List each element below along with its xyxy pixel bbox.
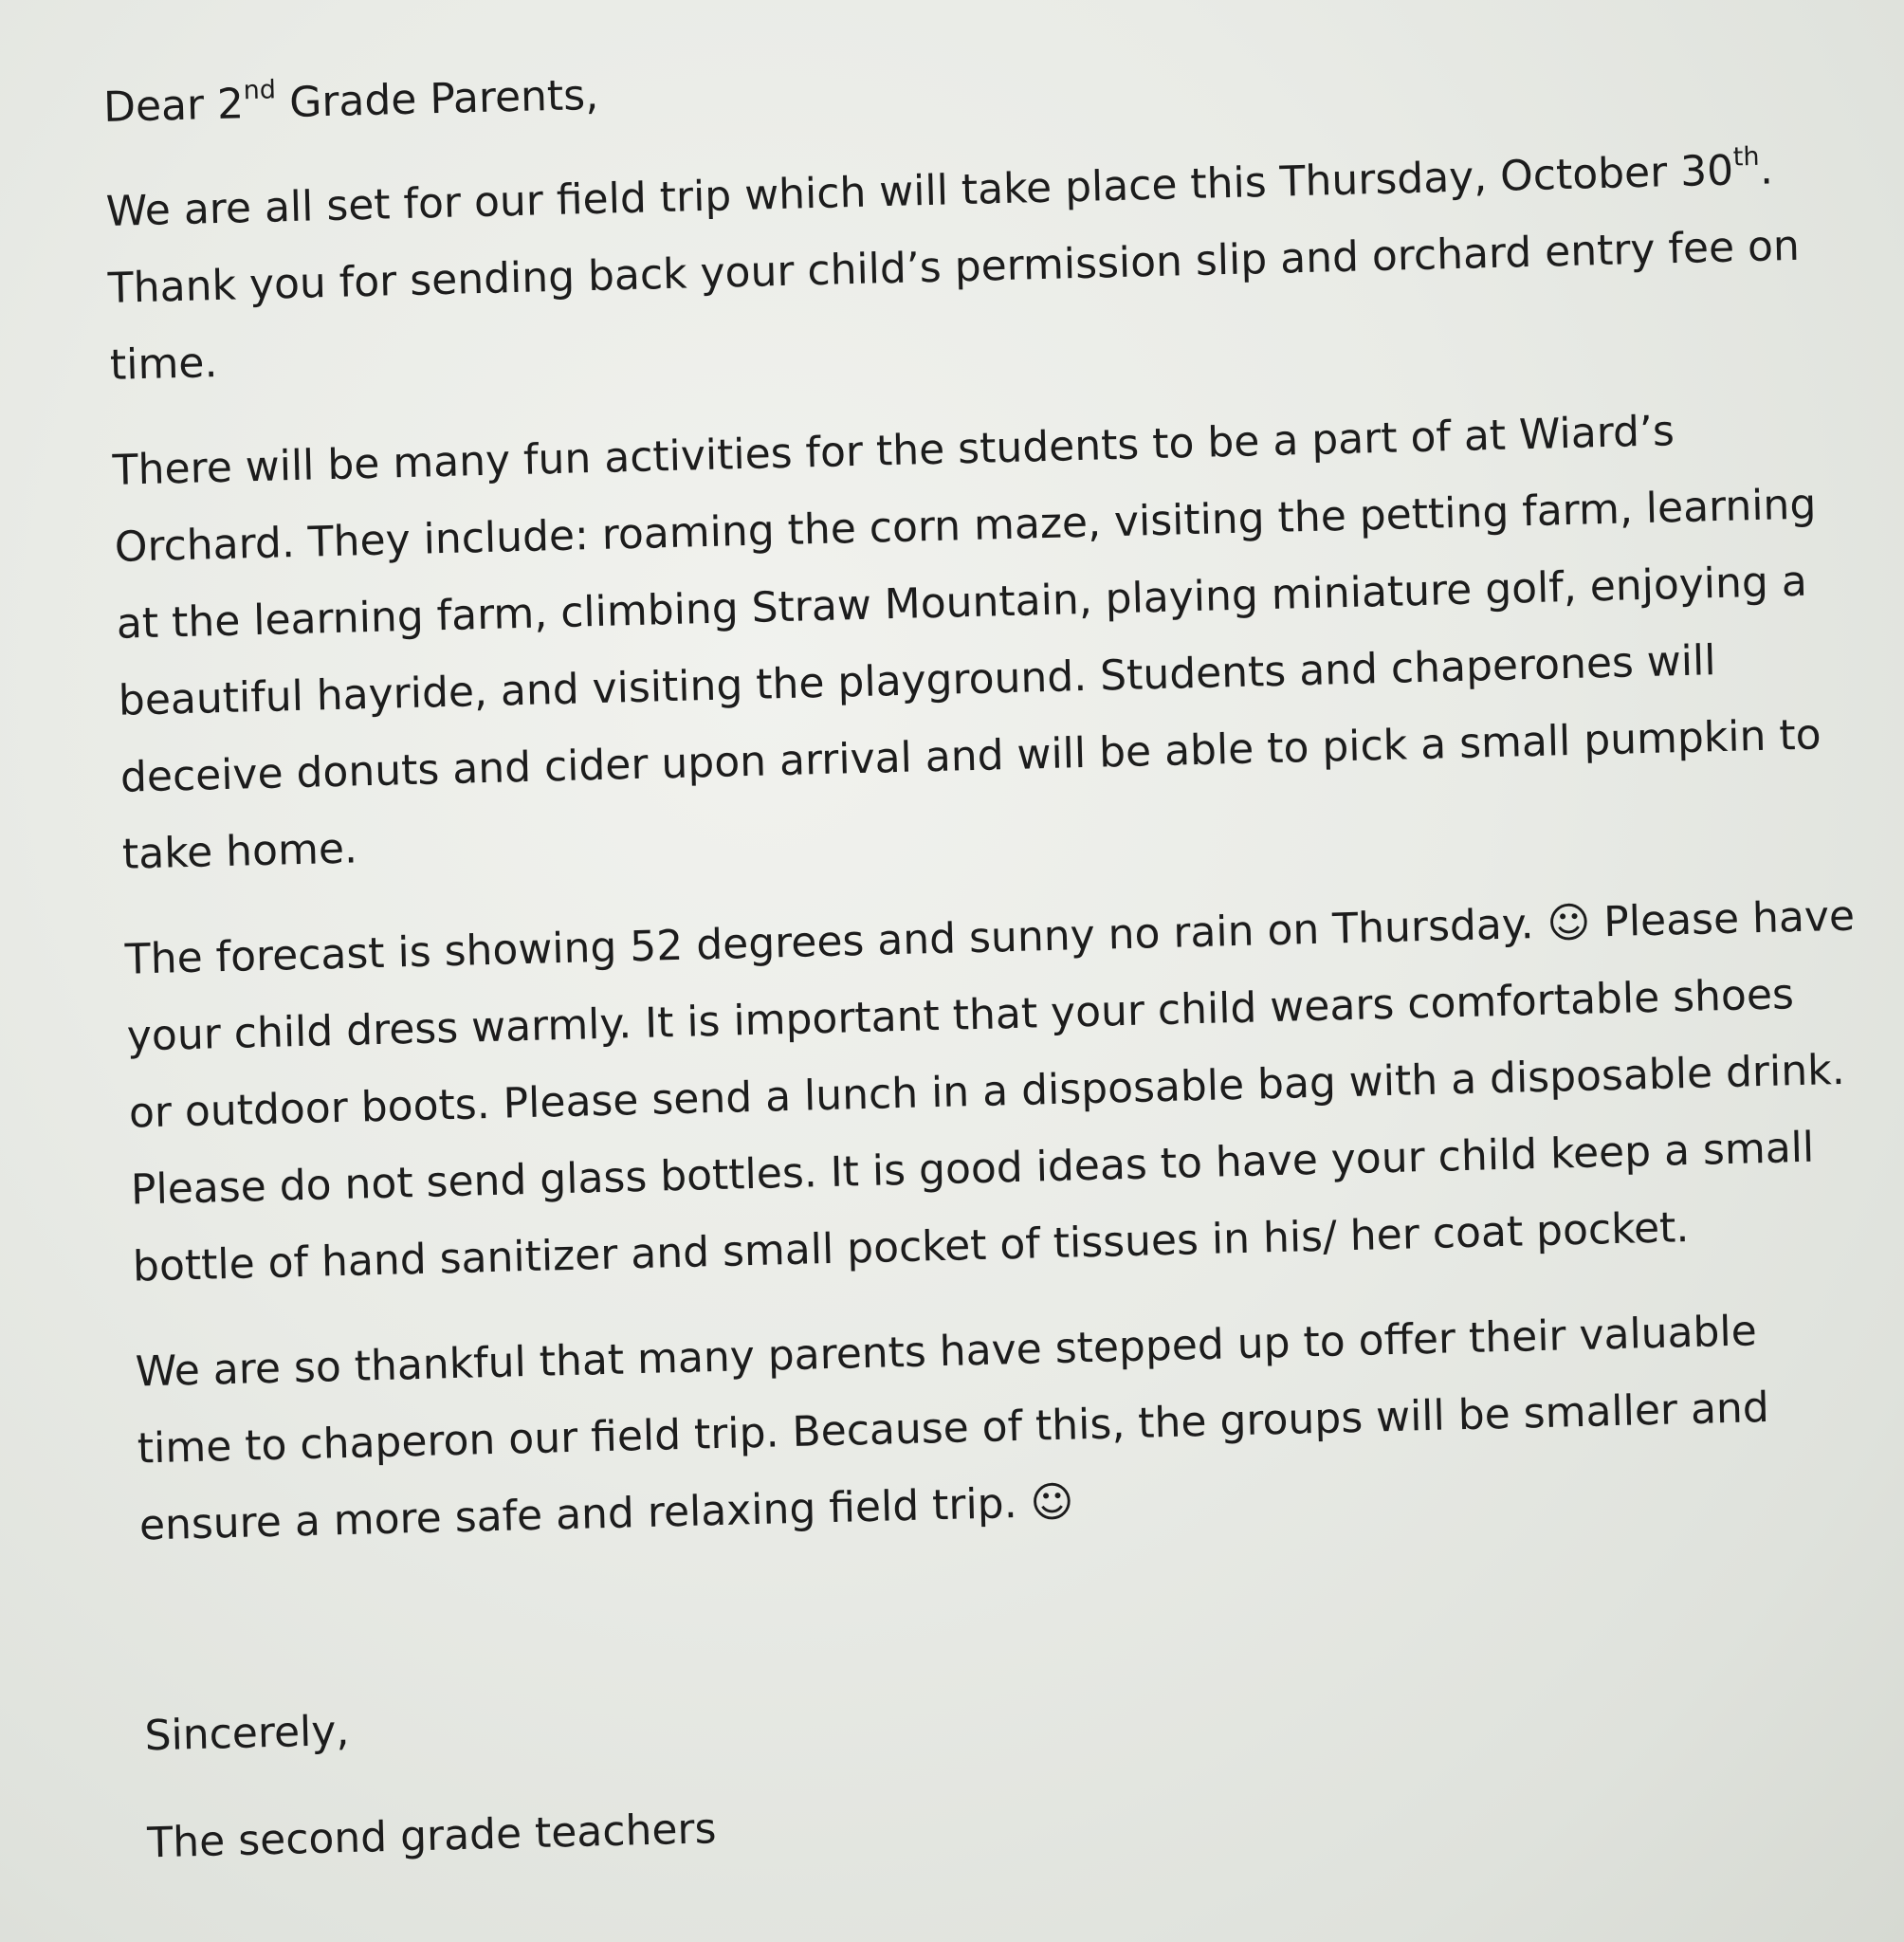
signature: The second grade teachers xyxy=(146,1805,718,1868)
letter-body xyxy=(102,21,1884,1868)
paragraph-line: Please do not send glass bottles. It is good ideas to have your child keep a small xyxy=(130,1123,1815,1215)
paragraph-line: take home. xyxy=(121,824,358,879)
paragraph-1-line-1-end: . xyxy=(1759,145,1774,194)
paragraph-line: There will be many fun activities for the students to be a part of at Wiard’s xyxy=(112,407,1675,495)
paragraph-line: beautiful hayride, and visiting the playground. Students and chaperones will xyxy=(118,636,1717,725)
date-superscript: th xyxy=(1732,141,1760,173)
paragraph-line: bottle of hand sanitizer and small pocket of tissues in his/ her coat pocket. xyxy=(132,1203,1690,1292)
paragraph-line: at the learning farm, climbing Straw Mountain, playing miniature golf, enjoying a xyxy=(116,557,1808,649)
greeting-superscript: nd xyxy=(243,75,277,106)
paragraph-line: ensure a more safe and relaxing field trip. ☺ xyxy=(138,1477,1075,1550)
paragraph-line xyxy=(105,141,1774,236)
greeting xyxy=(102,70,599,132)
paragraph-line: Thank you for sending back your child’s permission slip and orchard entry fee on xyxy=(107,221,1801,313)
paragraph-1-line-1-text: We are all set for our field trip which will take place this Thursday, October 30 xyxy=(105,146,1734,236)
paragraph-line: We are so thankful that many parents have stepped up to offer their valuable xyxy=(135,1307,1758,1397)
paragraph-line: The forecast is showing 52 degrees and sunny no rain on Thursday. ☺ Please have xyxy=(124,891,1856,984)
paragraph-line: deceive donuts and cider upon arrival and will be able to pick a small pumpkin to xyxy=(119,710,1822,802)
paragraph-line: time. xyxy=(109,339,218,390)
greeting-text: Dear 2 xyxy=(102,80,245,132)
greeting-text-end: Grade Parents, xyxy=(275,70,599,128)
paragraph-line: your child dress warmly. It is important that your child wears comfortable shoes xyxy=(126,970,1795,1061)
paragraph-line: Orchard. They include: roaming the corn maze, visiting the petting farm, learning xyxy=(114,480,1817,572)
paragraph-line: time to chaperon our field trip. Because of this, the groups will be smaller and xyxy=(137,1383,1770,1474)
closing: Sincerely, xyxy=(143,1706,350,1761)
paragraph-line: or outdoor boots. Please send a lunch in a disposable bag with a disposable drink. xyxy=(128,1045,1846,1138)
